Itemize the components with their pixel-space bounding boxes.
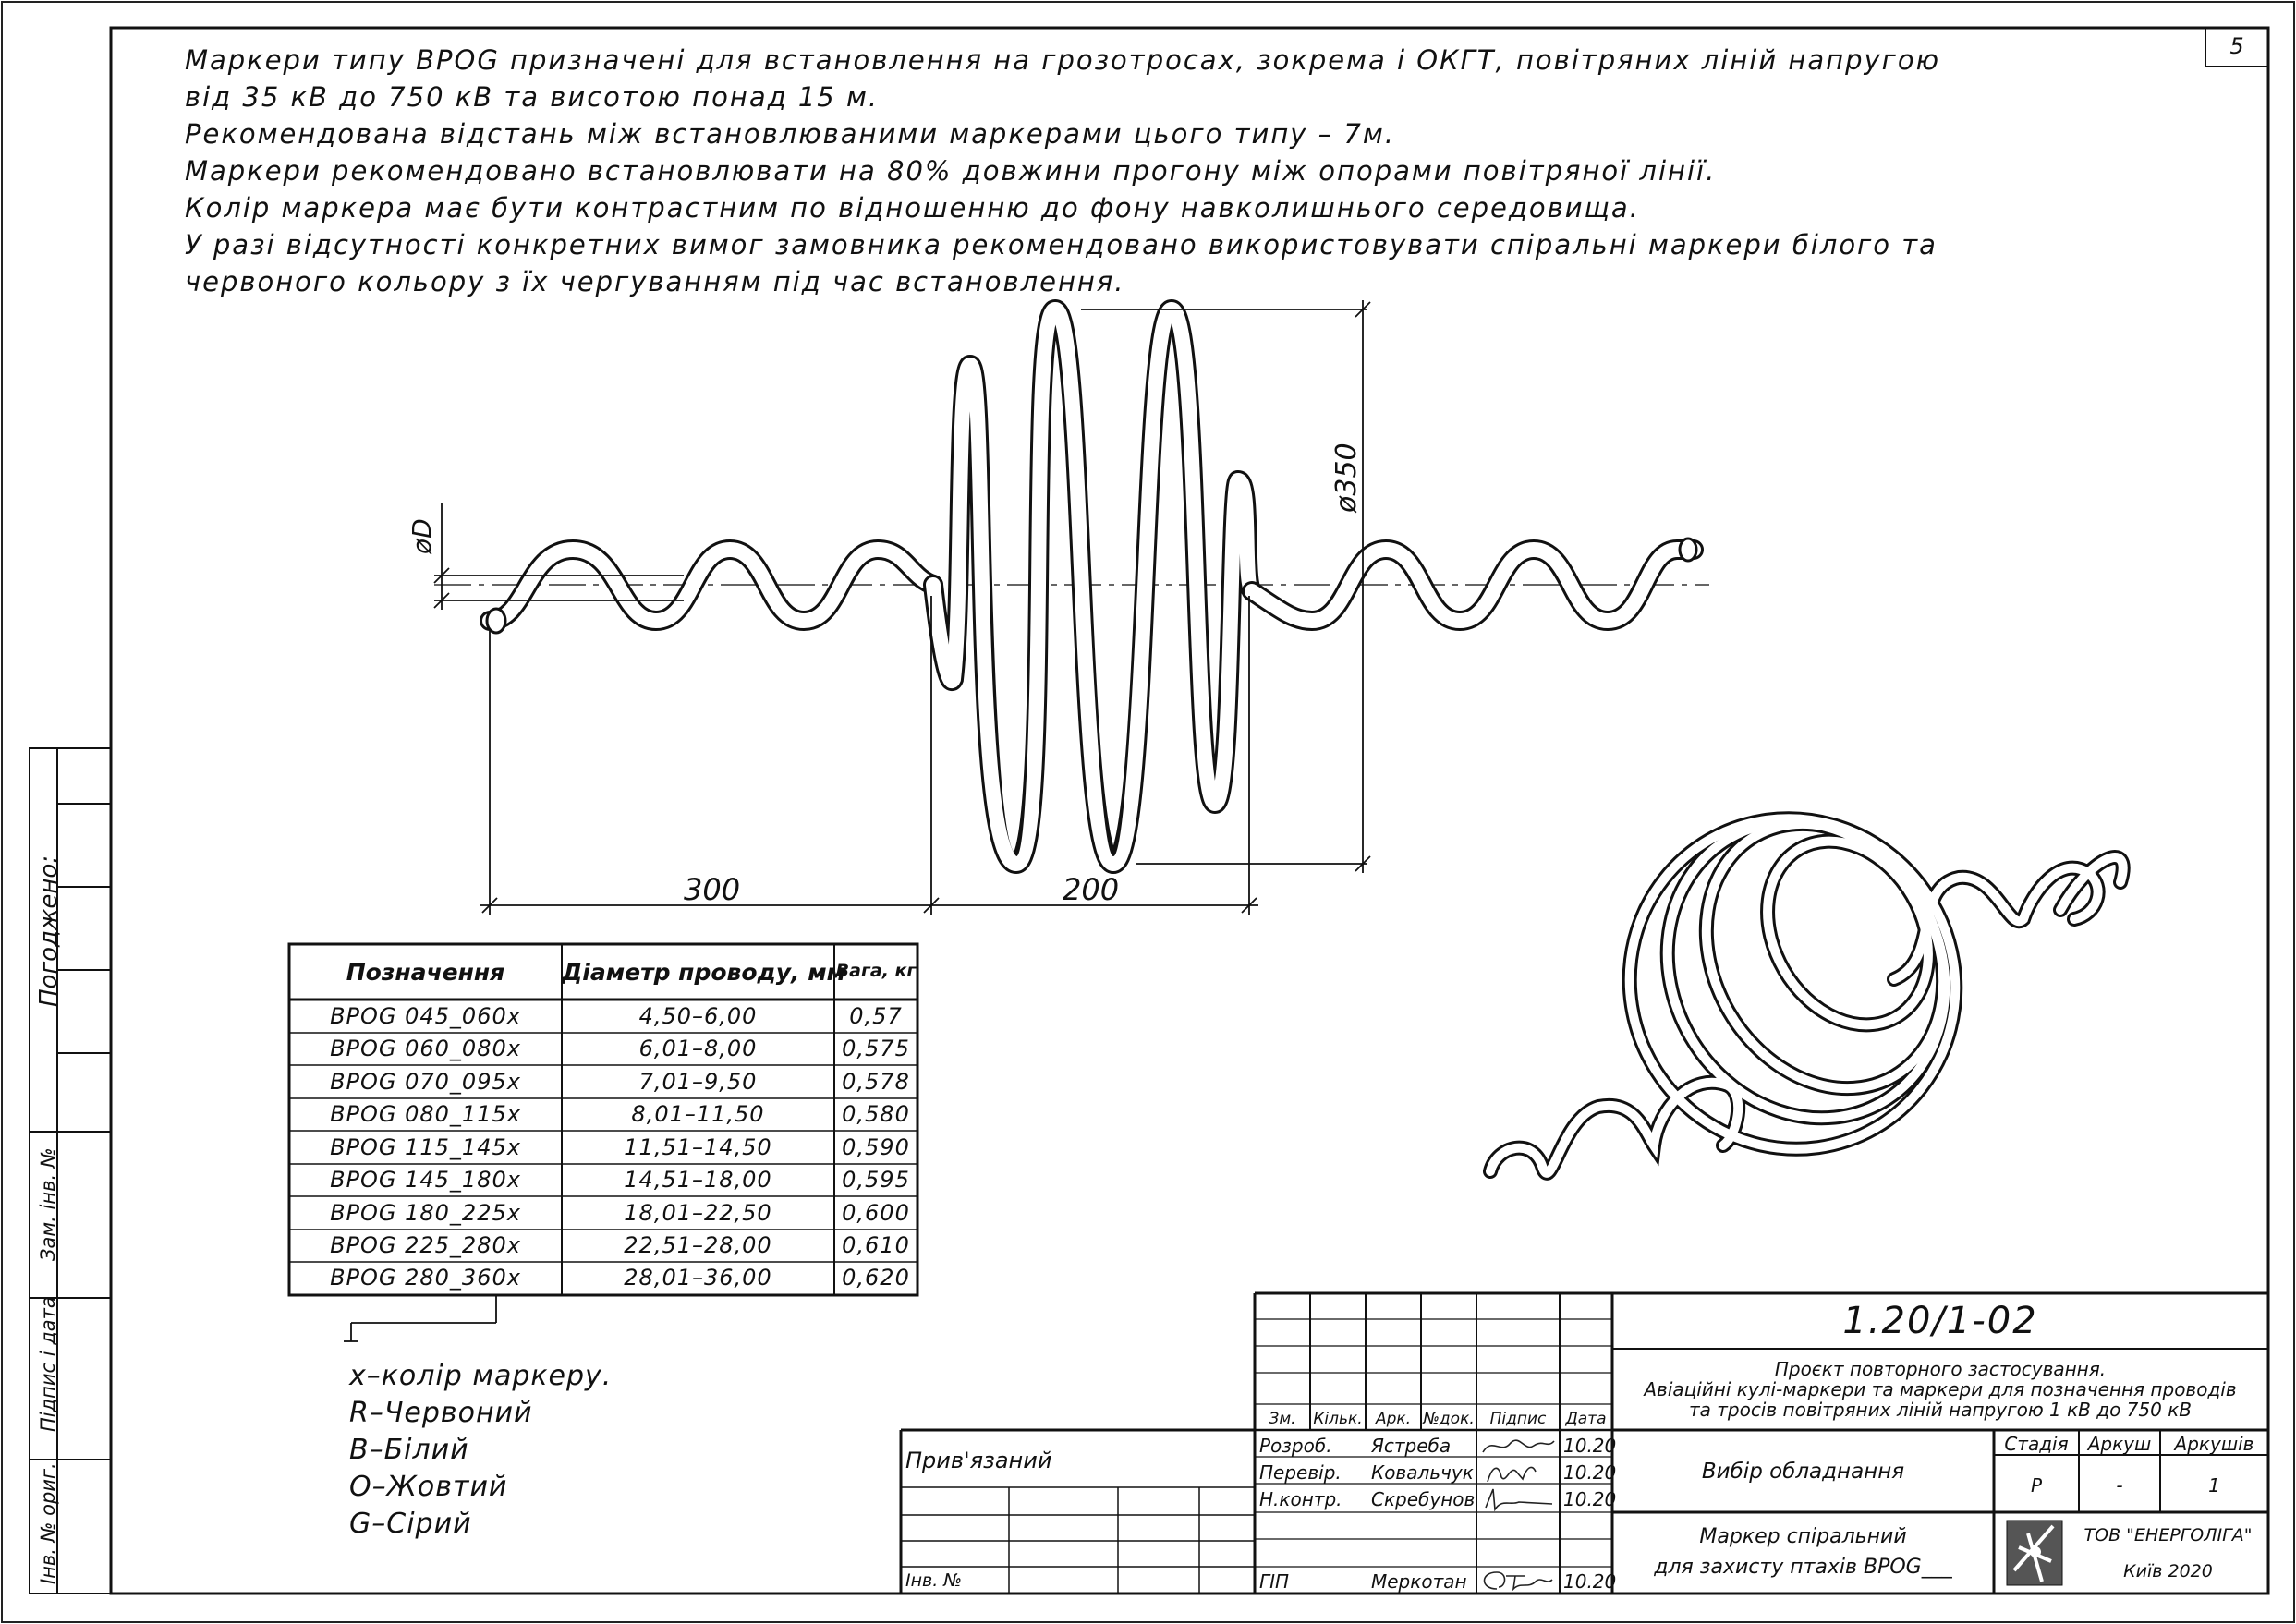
table-row-diameter: 6,01–8,00 bbox=[638, 1036, 758, 1061]
col-header-qty: Кільк. bbox=[1313, 1410, 1363, 1428]
table-row-diameter: 11,51–14,50 bbox=[624, 1134, 772, 1160]
dim-350-label: ø350 bbox=[1330, 442, 1363, 513]
table-row-weight: 0,575 bbox=[842, 1036, 910, 1061]
company-logo-mark bbox=[2007, 1521, 2062, 1585]
stage-header: Стадія bbox=[2004, 1433, 2069, 1455]
note-line-3: Рекомендована відстань між встановлюваними маркерами цього типу – 7м. bbox=[185, 118, 1395, 150]
table-row-weight: 0,595 bbox=[842, 1167, 910, 1193]
table-header-weight: Вага, кг bbox=[835, 961, 917, 981]
table-row-designation: BPOG 045_060x bbox=[330, 1003, 521, 1029]
legend-item: R–Червоний bbox=[349, 1397, 533, 1429]
bound-label: Прив'язаний bbox=[905, 1448, 1052, 1473]
table-row-weight: 0,590 bbox=[842, 1134, 910, 1160]
table-row-designation: BPOG 225_280x bbox=[330, 1232, 521, 1258]
note-line-2: від 35 кВ до 750 кВ та висотою понад 15 м. bbox=[185, 81, 880, 113]
name-developer: Ястреба bbox=[1371, 1435, 1452, 1457]
note-line-5: Колір маркера має бути контрастним по відношенню до фону навколишнього середовища. bbox=[185, 192, 1640, 224]
table-row-designation: BPOG 145_180x bbox=[330, 1167, 521, 1193]
signature-chief-engineer bbox=[1478, 1567, 1558, 1594]
sheets-header: Аркушів bbox=[2174, 1433, 2254, 1455]
table-row-diameter: 14,51–18,00 bbox=[624, 1167, 772, 1193]
table-row-weight: 0,610 bbox=[842, 1232, 910, 1258]
table-row-designation: BPOG 070_095x bbox=[330, 1069, 521, 1095]
col-header-sheet: Арк. bbox=[1375, 1410, 1412, 1428]
col-header-change: Зм. bbox=[1269, 1410, 1296, 1428]
role-chief-engineer: ГІП bbox=[1259, 1570, 1290, 1593]
drawing-title-line-2: для захисту птахів BPOG___ bbox=[1654, 1556, 1952, 1579]
note-line-4: Маркери рекомендовано встановлювати на 80% довжини прогону між опорами повітряної лінії. bbox=[185, 155, 1717, 187]
table-row-diameter: 7,01–9,50 bbox=[638, 1069, 758, 1095]
note-line-7: червоного кольору з їх чергуванням під час встановлення. bbox=[185, 266, 1125, 297]
dim-300-label: 300 bbox=[684, 872, 741, 907]
col-header-sign: Підпис bbox=[1489, 1410, 1547, 1428]
table-header-diameter: Діаметр проводу, мм bbox=[562, 959, 846, 986]
date-normcontrol: 10.20 bbox=[1563, 1488, 1617, 1510]
section-title: Вибір обладнання bbox=[1701, 1460, 1905, 1484]
inv-label: Інв. № bbox=[905, 1570, 963, 1591]
name-checker: Ковальчук bbox=[1371, 1461, 1474, 1484]
col-header-doc: №док. bbox=[1423, 1410, 1475, 1428]
sheet-header: Аркуш bbox=[2087, 1433, 2152, 1455]
table-row-diameter: 28,01–36,00 bbox=[624, 1265, 772, 1291]
helix-right bbox=[1252, 539, 1696, 621]
legend-item: G–Сірий bbox=[349, 1508, 472, 1540]
date-chief-engineer: 10.20 bbox=[1563, 1570, 1617, 1593]
company-name: ТОВ "ЕНЕРГОЛІГА" bbox=[2083, 1525, 2253, 1545]
date-developer: 10.20 bbox=[1563, 1435, 1617, 1457]
table-row-diameter: 4,50–6,00 bbox=[638, 1003, 758, 1029]
drawing-code: 1.20/1-02 bbox=[1842, 1300, 2038, 1342]
date-checker: 10.20 bbox=[1563, 1461, 1617, 1484]
dim-d-label: øD bbox=[407, 518, 437, 554]
table-row-diameter: 8,01–11,50 bbox=[631, 1101, 765, 1127]
sheets-value: 1 bbox=[2208, 1474, 2220, 1497]
signature-checker bbox=[1478, 1459, 1558, 1486]
sheet-number: 5 bbox=[2229, 33, 2244, 59]
table-header-designation: Позначення bbox=[346, 959, 505, 986]
note-line-6: У разі відсутності конкретних вимог замовника рекомендовано використовувати спіральні маркери білого та bbox=[185, 229, 1938, 261]
helix-left bbox=[487, 550, 933, 633]
table-row-designation: BPOG 280_360x bbox=[330, 1265, 521, 1291]
role-normcontrol: Н.контр. bbox=[1259, 1488, 1342, 1510]
col-header-date: Дата bbox=[1565, 1410, 1607, 1428]
side-label-sign-date: Підпис і дата bbox=[37, 1296, 59, 1432]
helix-center bbox=[933, 309, 1252, 864]
side-label-orig-inv: Інв. № ориг. bbox=[37, 1462, 59, 1584]
role-developer: Розроб. bbox=[1259, 1435, 1332, 1457]
table-row-weight: 0,580 bbox=[842, 1101, 910, 1127]
table-row-weight: 0,620 bbox=[842, 1265, 910, 1291]
name-chief-engineer: Меркотан bbox=[1371, 1570, 1467, 1593]
table-row-diameter: 18,01–22,50 bbox=[624, 1200, 772, 1226]
side-label-agreed: Погоджено: bbox=[35, 854, 63, 1007]
project-line-3: та тросів повітряних ліній напругою 1 кВ до 750 кВ bbox=[1688, 1399, 2193, 1421]
project-line-1: Проєкт повторного застосування. bbox=[1774, 1358, 2107, 1380]
table-row-diameter: 22,51–28,00 bbox=[624, 1232, 772, 1258]
legend-item: B–Білий bbox=[349, 1434, 469, 1466]
signature-developer bbox=[1478, 1432, 1558, 1460]
name-normcontrol: Скребунов bbox=[1371, 1488, 1476, 1510]
legend-title: x–колір маркеру. bbox=[349, 1360, 613, 1392]
side-label-replace-inv: Зам. інв. № bbox=[37, 1147, 59, 1261]
city-year: Київ 2020 bbox=[2123, 1561, 2213, 1582]
table-row-designation: BPOG 080_115x bbox=[330, 1101, 521, 1127]
table-row-weight: 0,578 bbox=[842, 1069, 910, 1095]
signature-normcontrol bbox=[1478, 1485, 1558, 1513]
dim-200-label: 200 bbox=[1063, 872, 1120, 907]
isometric-marker-view bbox=[1490, 759, 2123, 1209]
table-row-weight: 0,600 bbox=[842, 1200, 910, 1226]
project-line-2: Авіаційні кулі-маркери та маркери для позначення проводів bbox=[1644, 1378, 2237, 1400]
table-row-designation: BPOG 115_145x bbox=[330, 1134, 521, 1160]
legend-item: O–Жовтий bbox=[349, 1471, 508, 1503]
legend-leader bbox=[344, 1295, 496, 1341]
drawing-title-line-1: Маркер спіральний bbox=[1699, 1525, 1907, 1548]
stage-value: Р bbox=[2030, 1474, 2043, 1497]
table-row-weight: 0,57 bbox=[849, 1003, 903, 1029]
table-row-designation: BPOG 060_080x bbox=[330, 1036, 521, 1061]
note-line-1: Маркери типу BPOG призначені для встановлення на грозотросах, зокрема і ОКГТ, повітряних ліній напругою bbox=[185, 44, 1941, 76]
role-checker: Перевір. bbox=[1259, 1461, 1342, 1484]
sheet-value: - bbox=[2116, 1474, 2123, 1497]
table-row-designation: BPOG 180_225x bbox=[330, 1200, 521, 1226]
